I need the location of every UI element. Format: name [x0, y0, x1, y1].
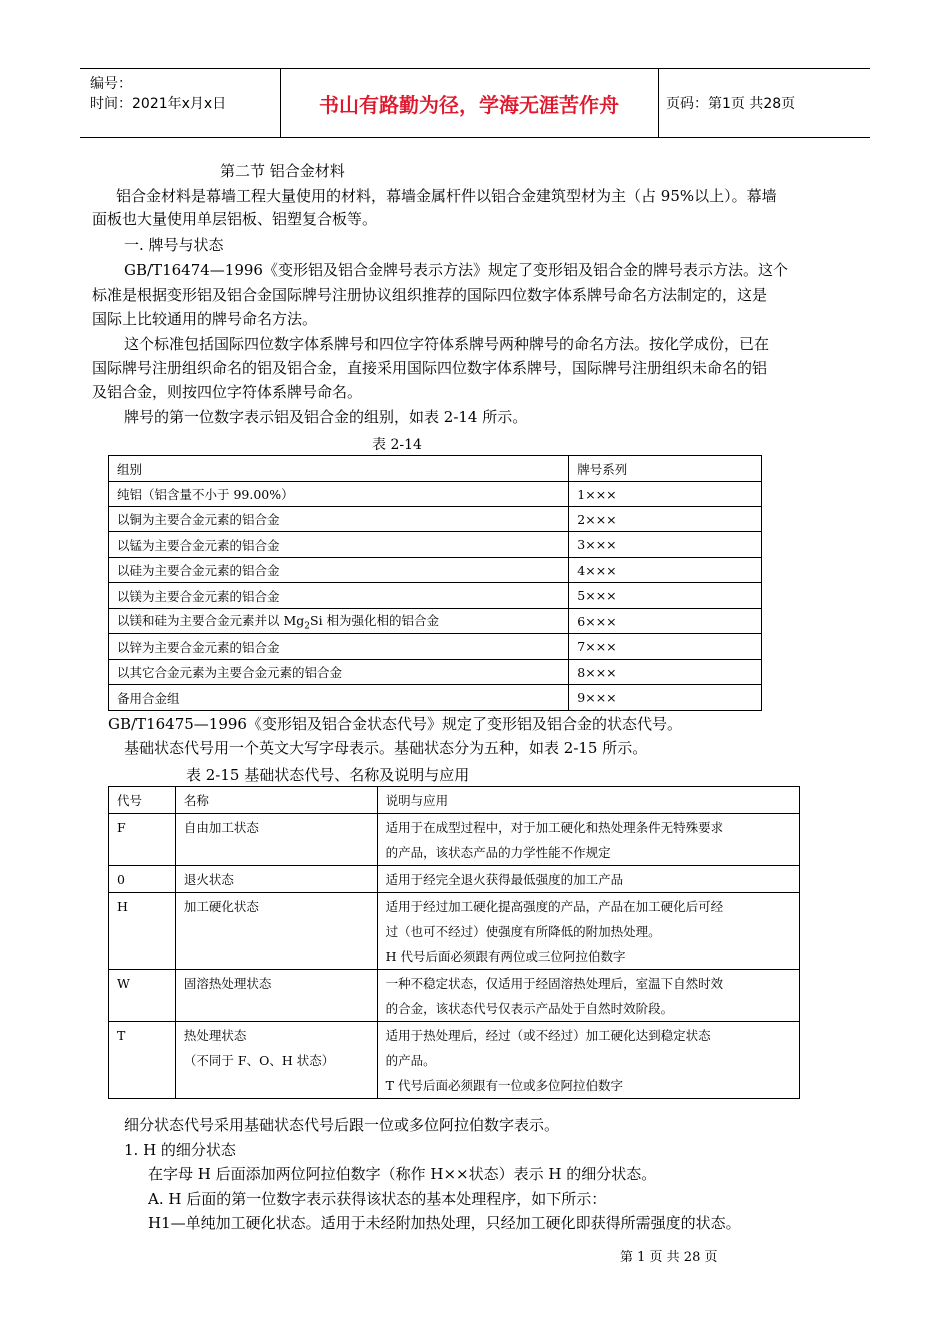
paragraph: 国际上比较通用的牌号命名方法。: [92, 310, 318, 328]
paragraph: 国际牌号注册组织命名的铝及铝合金，直接采用国际四位数字体系牌号，国际牌号注册组织未命名的铝: [92, 359, 768, 377]
name-cell: 加工硬化状态: [175, 893, 377, 970]
paragraph: H1—单纯加工硬化状态。适用于未经附加热处理，只经加工硬化即获得所需强度的状态。: [148, 1214, 741, 1232]
code-cell: W: [109, 970, 176, 1022]
cell: 以锌为主要合金元素的铝合金: [109, 634, 569, 660]
cell: 以其它合金元素为主要合金元素的铝合金: [109, 660, 569, 685]
table-row: [109, 558, 762, 583]
cell: 9×××: [569, 685, 762, 711]
header-cell: 说明与应用: [377, 787, 799, 814]
cell: 以镁为主要合金元素的铝合金: [109, 583, 569, 609]
page-header: [80, 68, 870, 138]
paragraph: 铝合金材料是幕墙工程大量使用的材料，幕墙金属杆件以铝合金建筑型材为主（占 95%以上）。幕墙: [116, 187, 777, 205]
header-cell: 组别: [109, 456, 569, 482]
name-cell: 自由加工状态: [175, 814, 377, 866]
table-row: [109, 970, 800, 1022]
table-row: [109, 482, 762, 507]
table-row: [109, 866, 800, 893]
subheading: 一. 牌号与状态: [124, 236, 224, 254]
paragraph: 标准是根据变形铝及铝合金国际牌号注册协议组织推荐的国际四位数字体系牌号命名方法制定的，这是: [92, 286, 768, 304]
table-row: [109, 634, 762, 660]
table-caption: 表 2-14: [372, 437, 422, 453]
table-row: [109, 814, 800, 866]
table-caption: 表 2-15 基础状态代号、名称及说明与应用: [186, 766, 470, 784]
cell: 3×××: [569, 532, 762, 558]
cell: 7×××: [569, 634, 762, 660]
code-cell: 0: [109, 866, 176, 893]
table-row: [109, 583, 762, 609]
header-cell: 代号: [109, 787, 176, 814]
desc-cell: 适用于在成型过程中，对于加工硬化和热处理条件无特殊要求 的产品，该状态产品的力学性能不作规定: [377, 814, 799, 866]
time-label: 时间：2021年x月x日: [90, 96, 227, 112]
table-row: [109, 1022, 800, 1099]
desc-cell: 适用于热处理后，经过（或不经过）加工硬化达到稳定状态 的产品。 T 代号后面必须跟有一位或多位阿拉伯数字: [377, 1022, 799, 1099]
table-row: [109, 893, 800, 970]
cell: 备用合金组: [109, 685, 569, 711]
table-row: [109, 609, 762, 634]
subheading: 1. H 的细分状态: [124, 1141, 236, 1159]
code-cell: T: [109, 1022, 176, 1099]
section-title: 第二节 铝合金材料: [220, 162, 345, 180]
cell: 4×××: [569, 558, 762, 583]
state-table: [108, 786, 800, 1099]
paragraph: 基础状态代号用一个英文大写字母表示。基础状态分为五种，如表 2-15 所示。: [124, 739, 648, 757]
cell: 8×××: [569, 660, 762, 685]
table-header-row: [109, 456, 762, 482]
name-cell: 固溶热处理状态: [175, 970, 377, 1022]
code-cell: F: [109, 814, 176, 866]
desc-cell: 适用于经过加工硬化提高强度的产品，产品在加工硬化后可经 过（也可不经过）使强度有所降低的附加热处理。 H 代号后面必须跟有两位或三位阿拉伯数字: [377, 893, 799, 970]
header-meta: [80, 69, 281, 137]
cell: 以硅为主要合金元素的铝合金: [109, 558, 569, 583]
name-cell: 退火状态: [175, 866, 377, 893]
cell: 以铜为主要合金元素的铝合金: [109, 507, 569, 532]
table-row: [109, 532, 762, 558]
paragraph: GB/T16474—1996《变形铝及铝合金牌号表示方法》规定了变形铝及铝合金的牌号表示方法。这个: [124, 261, 788, 279]
cell: 6×××: [569, 609, 762, 634]
number-label: 编号：: [90, 76, 132, 92]
cell: 2×××: [569, 507, 762, 532]
page-footer: 第 1 页 共 28 页: [620, 1250, 718, 1265]
code-cell: H: [109, 893, 176, 970]
paragraph: 这个标准包括国际四位数字体系牌号和四位字符体系牌号两种牌号的命名方法。按化学成份，已在: [124, 335, 770, 353]
table-row: [109, 660, 762, 685]
cell: 以锰为主要合金元素的铝合金: [109, 532, 569, 558]
name-cell: 热处理状态 （不同于 F、O、H 状态）: [175, 1022, 377, 1099]
paragraph: 及铝合金，则按四位字符体系牌号命名。: [92, 383, 363, 401]
cell: 以镁和硅为主要合金元素并以 $Mg_2Si$ 相为强化相的铝合金: [109, 609, 569, 634]
paragraph: 面板也大量使用单层铝板、铝塑复合板等。: [92, 210, 378, 228]
cell: 5×××: [569, 583, 762, 609]
desc-cell: 适用于经完全退火获得最低强度的加工产品: [377, 866, 799, 893]
grade-table: [108, 455, 762, 711]
motto: 书山有路勤为径，学海无涯苦作舟: [280, 69, 659, 137]
cell: 1×××: [569, 482, 762, 507]
header-cell: 名称: [175, 787, 377, 814]
table-header-row: [109, 787, 800, 814]
paragraph: GB/T16475—1996《变形铝及铝合金状态代号》规定了变形铝及铝合金的状态代号。: [108, 715, 682, 733]
table-row: [109, 507, 762, 532]
paragraph: 在字母 H 后面添加两位阿拉伯数字（称作 H××状态）表示 H 的细分状态。: [148, 1165, 657, 1183]
header-cell: 牌号系列: [569, 456, 762, 482]
paragraph: A. H 后面的第一位数字表示获得该状态的基本处理程序，如下所示：: [148, 1190, 607, 1208]
paragraph: 牌号的第一位数字表示铝及铝合金的组别，如表 2-14 所示。: [124, 408, 528, 426]
table-row: [109, 685, 762, 711]
cell: 纯铝（铝含量不小于 99.00%）: [109, 482, 569, 507]
desc-cell: 一种不稳定状态，仅适用于经固溶热处理后，室温下自然时效 的合金，该状态代号仅表示产品处于自然时效阶段。: [377, 970, 799, 1022]
page-info: 页码：第1页 共28页: [666, 96, 796, 112]
paragraph: 细分状态代号采用基础状态代号后跟一位或多位阿拉伯数字表示。: [124, 1116, 560, 1134]
